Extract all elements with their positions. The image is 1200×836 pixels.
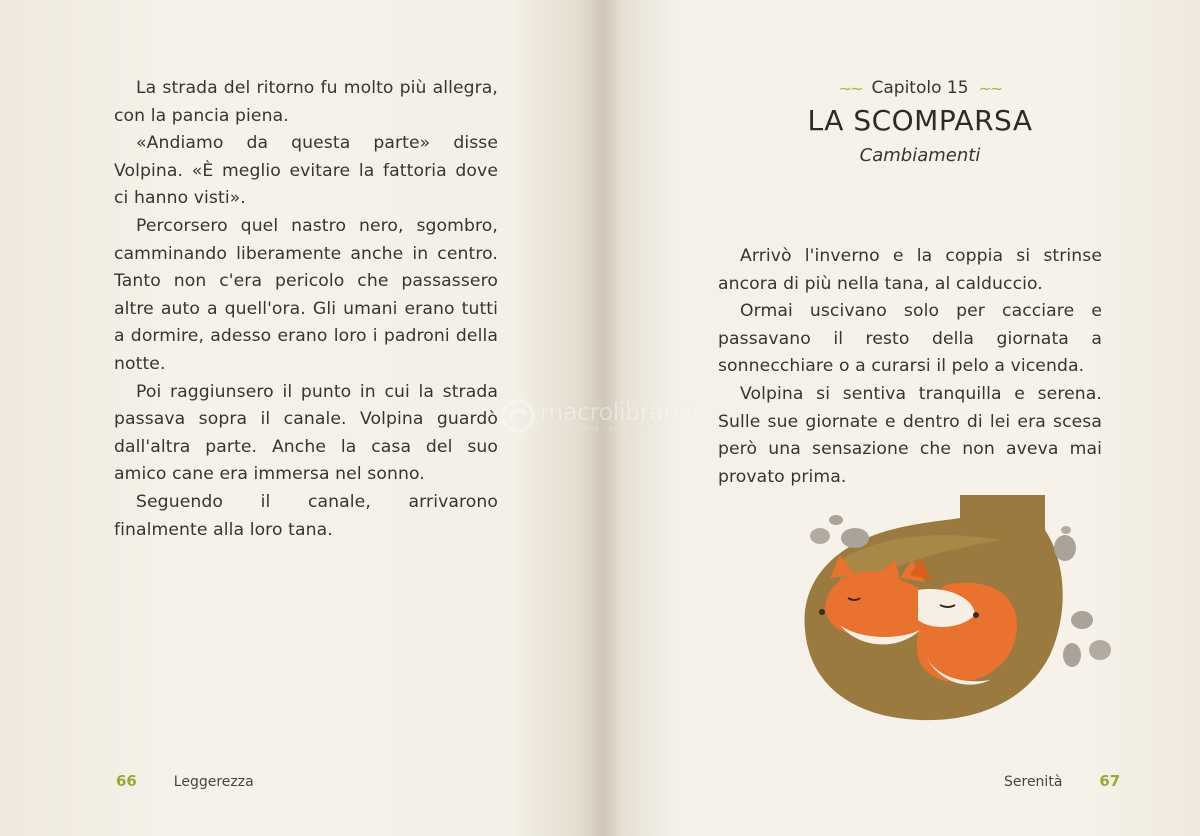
right-folio [1004,772,1120,790]
running-title-right: Serenità [1004,774,1063,790]
pebble [810,528,830,544]
macrolibrarsi-logo-icon [500,398,536,434]
page-number-right: 67 [1099,772,1121,790]
left-paragraph: Seguendo il canale, arrivarono finalmente alla loro tana. [114,491,498,540]
chapter-label: Capitolo 15 [871,78,969,98]
pebble [829,515,843,525]
pebble [1061,526,1071,534]
left-paragraph: Poi raggiunsero il punto in cui la strada passava sopra il canale. Volpina guardò dall'altra parte. Anche la casa del suo amico cane era immersa nel sonno. [114,381,498,485]
pebble [1054,535,1076,561]
watermark-tagline: informazione consapevole [542,426,660,433]
right-paragraph: Ormai uscivano solo per cacciare e passavano il resto della giornata a sonnecchiare o a curarsi il pelo a vicenda. [718,301,1102,377]
chapter-subtitle: Cambiamenti [859,145,981,166]
watermark [500,398,710,438]
foxes-in-burrow-illustration [800,490,1130,730]
left-paragraph: «Andiamo da questa parte» disse Volpina. «È meglio evitare la fattoria dove ci hanno visti». [114,133,498,209]
left-paragraph: La strada del ritorno fu molto più allegra, con la pancia piena. [114,78,498,126]
left-paragraph: Percorsero quel nastro nero, sgombro, camminando liberamente anche in centro. Tanto non c'era pericolo che passassero altre auto a quell'ora. Gli umani erano tutti a dormire, adesso erano loro i padroni della notte. [114,215,498,374]
left-page-text [114,75,498,544]
chapter-heading [770,78,1070,166]
wave-ornament-icon: ~~ [838,78,862,98]
pebble [1089,640,1111,660]
pebble [841,528,869,548]
chapter-label-line [770,78,1070,98]
page-number-left: 66 [116,772,137,790]
right-paragraph: Arrivò l'inverno e la coppia si strinse ancora di più nella tana, al calduccio. [718,246,1102,294]
wave-ornament-icon: ~~ [978,78,1002,98]
running-title-left: Leggerezza [173,774,254,790]
right-page-text [718,243,1102,491]
right-paragraph: Volpina si sentiva tranquilla e serena. Sulle sue giornate e dentro di lei era scesa però una sensazione che non aveva mai provato prima. [718,383,1102,487]
pebble [1071,611,1093,629]
pebble [1063,643,1081,667]
left-folio [116,772,254,790]
watermark-brand: macrolibrarsi [540,398,691,426]
chapter-title: LA SCOMPARSA [807,104,1033,137]
